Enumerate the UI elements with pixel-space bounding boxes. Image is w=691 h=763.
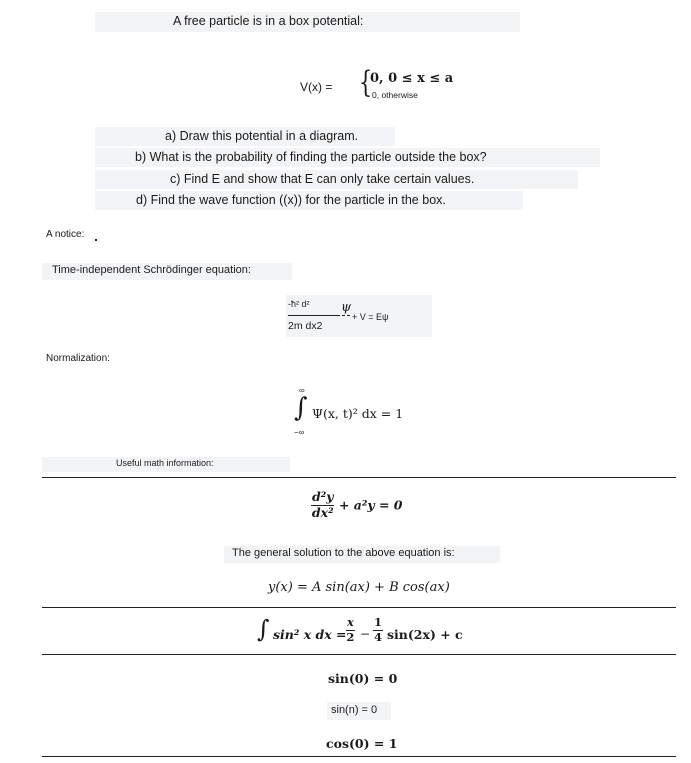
schrodinger-equation — [286, 295, 432, 337]
integral-rest: sin(2x) + c — [387, 627, 463, 642]
schrodinger-tail: + V = Eψ — [352, 312, 389, 322]
notice-label: A notice: — [46, 229, 85, 240]
intro-text: A free particle is in a box potential: — [95, 12, 520, 32]
frac2-num: 1 — [374, 615, 383, 629]
identity-sin0: sin(0) = 0 — [328, 671, 398, 686]
notice-dot — [95, 239, 97, 241]
schrodinger-hbar: -ħ² d² — [288, 299, 310, 309]
brace-symbol: { — [358, 65, 373, 100]
question-c: c) Find E and show that E can only take certain values. — [95, 170, 578, 189]
potential-case2: 0, otherwise — [372, 90, 418, 100]
divider-2 — [42, 607, 676, 608]
general-solution: y(x) = A sin(ax) + B cos(ax) — [268, 580, 450, 595]
identity-cos0: cos(0) = 1 — [326, 736, 398, 751]
frac1-den: 2 — [346, 629, 355, 644]
integral-sign-2: ∫ — [257, 615, 270, 643]
upper-limit: ∞ — [299, 386, 305, 395]
frac2-den: 4 — [374, 629, 383, 644]
ode-num: d²y — [312, 489, 334, 504]
identity-sinn: sin(n) = 0 — [331, 704, 378, 716]
normalization-integrand: Ψ(x, t)² dx = 1 — [312, 406, 404, 421]
math-info-title: Useful math information: — [42, 457, 290, 472]
schrodinger-den: 2m dx2 — [288, 320, 323, 332]
schrodinger-title: Time-independent Schrödinger equation: — [42, 263, 292, 280]
schrodinger-psi: ψ — [341, 300, 352, 315]
schrodinger-fraction-bar — [288, 315, 340, 316]
divider-4 — [42, 756, 676, 757]
ode-den: dx² — [311, 504, 334, 520]
divider-1 — [42, 477, 676, 478]
integral-minus: − — [360, 627, 371, 641]
question-d: d) Find the wave function ((x)) for the particle in the box. — [95, 191, 523, 210]
potential-lhs: V(x) = — [300, 80, 333, 94]
normalization-title: Normalization: — [46, 353, 110, 364]
question-a: a) Draw this potential in a diagram. — [95, 127, 395, 146]
schrodinger-fraction-bar-2 — [342, 315, 350, 316]
ode-equation — [311, 491, 402, 519]
frac1-num: x — [347, 615, 354, 629]
lower-limit: −∞ — [294, 428, 305, 437]
potential-case1: 0, 0 ≤ x ≤ a — [370, 71, 454, 86]
divider-3 — [42, 654, 676, 655]
integral-sign: ∫ — [294, 393, 308, 423]
identity-sinn-box — [327, 702, 391, 720]
integral-lhs: sin² x dx = — [273, 627, 347, 642]
general-solution-text: The general solution to the above equation is: — [224, 546, 500, 563]
ode-rest: + a²y = 0 — [338, 497, 403, 513]
question-b: b) What is the probability of finding the particle outside the box? — [95, 148, 600, 167]
